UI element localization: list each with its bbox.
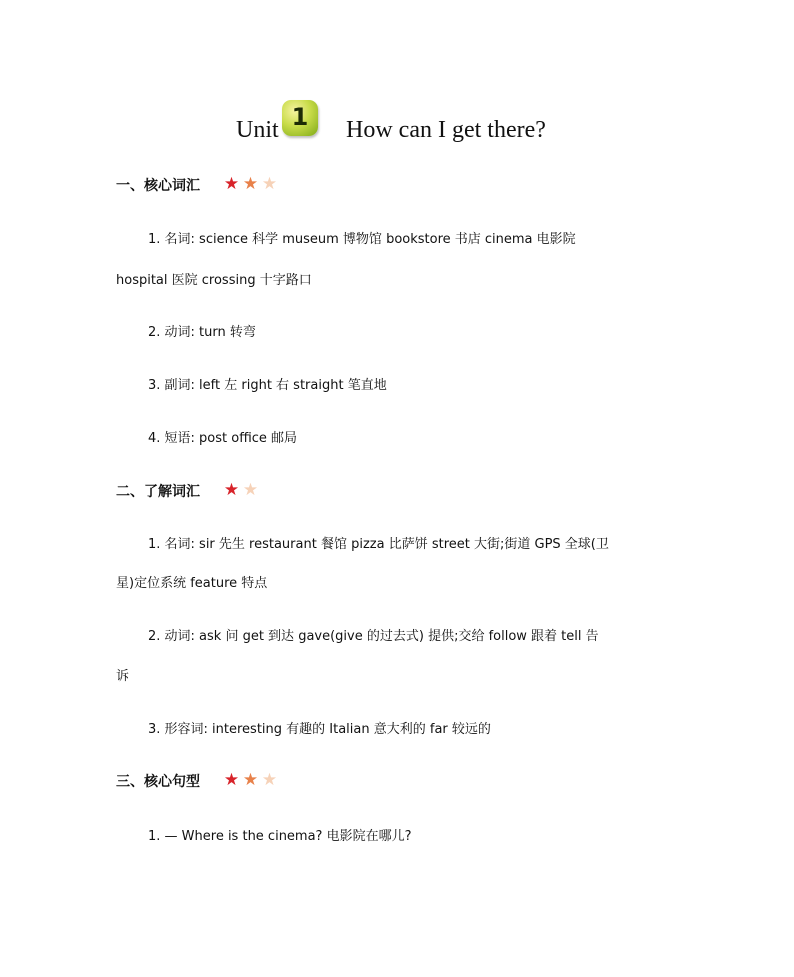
rating-stars	[222, 173, 279, 195]
section-heading-label: 一、核心词汇	[116, 178, 200, 194]
line-text: 1. — Where is the cinema? 电影院在哪儿?	[148, 829, 412, 844]
title-unit-label: Unit	[236, 117, 279, 143]
section-heading-core-sentences	[116, 770, 278, 794]
line-text: 4. 短语: post office 邮局	[148, 431, 298, 446]
text-line	[148, 720, 491, 739]
section-heading-extra-vocab	[116, 480, 259, 504]
rating-stars	[222, 479, 260, 501]
text-line	[148, 376, 387, 395]
line-text: 2. 动词: turn 转弯	[148, 325, 256, 340]
star-full-icon: ★	[223, 480, 240, 500]
title-text: How can I get there?	[346, 117, 546, 143]
text-line	[148, 627, 599, 646]
line-text: hospital 医院 crossing 十字路口	[116, 273, 312, 288]
line-text: 3. 形容词: interesting 有趣的 Italian 意大利的 far 较远的	[148, 722, 491, 737]
text-line	[148, 230, 576, 249]
star-half-icon: ★	[261, 174, 278, 194]
text-line	[148, 535, 609, 554]
star-full-icon: ★	[223, 174, 240, 194]
rating-stars	[222, 769, 279, 791]
text-line	[148, 323, 256, 342]
line-text: 1. 名词: sir 先生 restaurant 餐馆 pizza 比萨饼 street 大街;街道 GPS 全球(卫	[148, 537, 609, 552]
line-text: 诉	[116, 669, 130, 684]
star-half-icon: ★	[261, 770, 278, 790]
text-line	[116, 574, 267, 593]
unit-number-badge: 1	[282, 100, 318, 136]
text-line	[116, 667, 129, 686]
line-text: 3. 副词: left 左 right 右 straight 笔直地	[148, 378, 387, 393]
star-full-icon: ★	[223, 770, 240, 790]
star-half-icon: ★	[242, 480, 259, 500]
section-heading-label: 三、核心句型	[116, 774, 200, 790]
section-heading-core-vocab	[116, 174, 278, 198]
text-line	[148, 429, 297, 448]
line-text: 2. 动词: ask 问 get 到达 gave(give 的过去式) 提供;交给 follow 跟着 tell 告	[148, 629, 599, 644]
text-line	[148, 827, 412, 846]
line-text: 星)定位系统 feature 特点	[116, 576, 268, 591]
line-text: 1. 名词: science 科学 museum 博物馆 bookstore 书店 cinema 电影院	[148, 232, 576, 247]
star-full-icon: ★	[242, 174, 259, 194]
text-line	[116, 271, 312, 290]
section-heading-label: 二、了解词汇	[116, 484, 200, 500]
unit-title	[0, 98, 794, 146]
star-full-icon: ★	[242, 770, 259, 790]
